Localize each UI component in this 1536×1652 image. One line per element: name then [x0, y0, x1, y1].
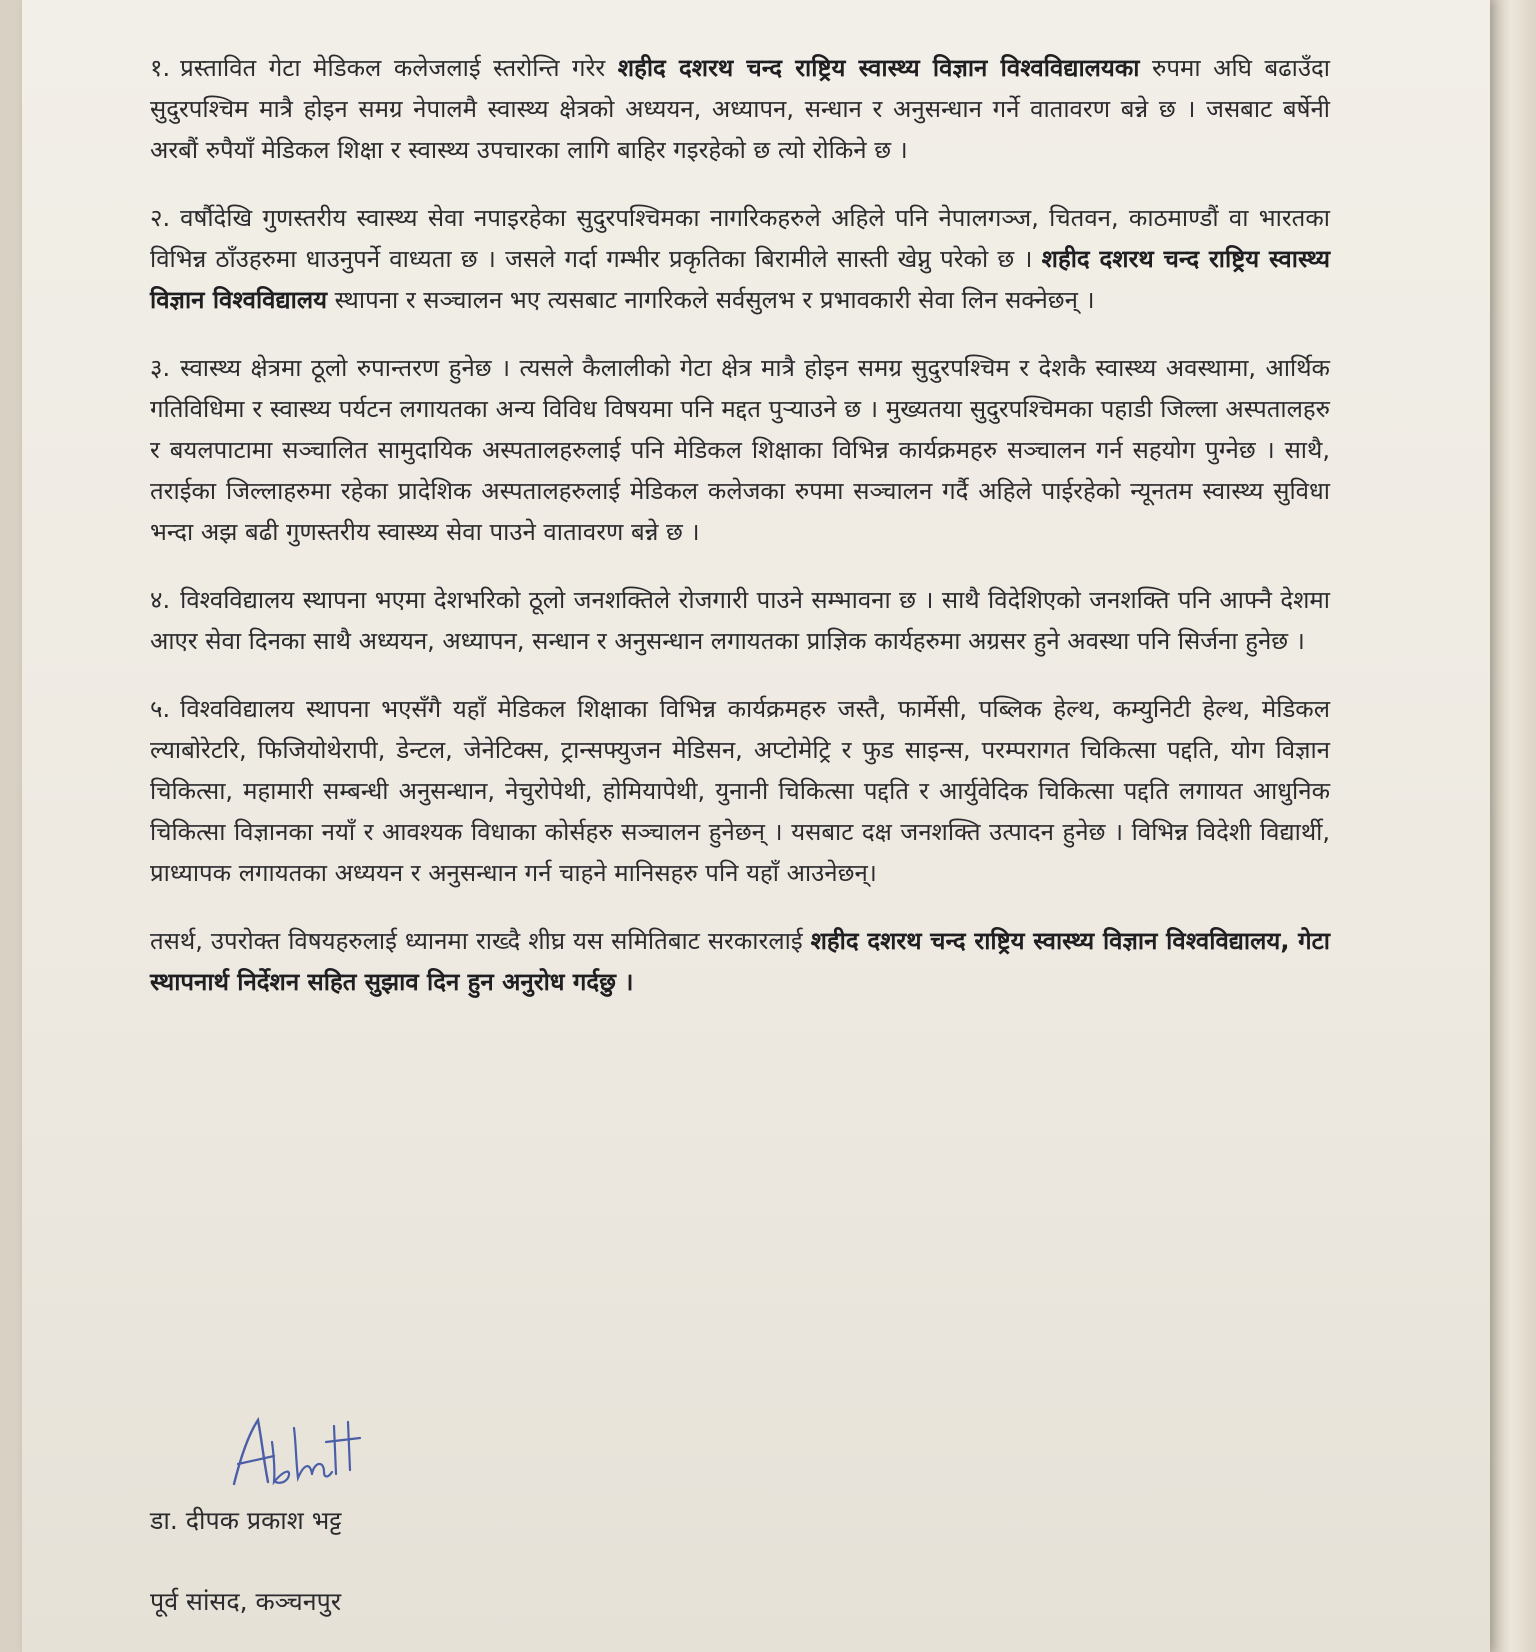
- signatory-title: पूर्व सांसद, कञ्चनपुर: [150, 1587, 342, 1616]
- paragraph-text: स्वास्थ्य क्षेत्रमा ठूलो रुपान्तरण हुनेछ । त्यसले कैलालीको गेटा क्षेत्र मात्रै होइन समग्र सुदुरपश्चिम र देशकै स्वास्थ्य अवस्थामा, आर्थिक गतिविधिमा र स्वास्थ्य पर्यटन लगायतका अन्य विविध विषयमा पनि मद्दत पुऱ्याउने छ । मुख्यतया सुदुरपश्चिमका पहाडी जिल्ला अस्पतालहरु र बयलपाटामा सञ्चालित सामुदायिक अस्पतालहरुलाई पनि मेडिकल शिक्षाका विभिन्न कार्यक्रमहरु सञ्चालन गर्न सहयोग पुग्नेछ । साथै, तराईका जिल्लाहरुमा रहेका प्रादेशिक अस्पतालहरुलाई मेडिकल कलेजका रुपमा सञ्चालन गर्दै अहिले पाईरहेको न्यूनतम स्वास्थ्य सुविधा भन्दा अझ बढी गुणस्तरीय स्वास्थ्य सेवा पाउने वातावरण बन्ने छ ।: [150, 354, 1330, 546]
- paragraph-4: [150, 580, 1330, 662]
- paragraph-1: [150, 48, 1330, 171]
- university-name-bold: शहीद दशरथ चन्द राष्ट्रिय स्वास्थ्य विज्ञान विश्वविद्यालय: [150, 245, 1330, 314]
- paragraph-text: वर्षौदेखि गुणस्तरीय स्वास्थ्य सेवा नपाइरहेका सुदुरपश्चिमका नागरिकहरुले अहिले पनि नेपालगञ्ज, चितवन, काठमाण्डौं वा भारतका विभिन्न ठाँउहरुमा धाउनुपर्ने वाध्यता छ । जसले गर्दा गम्भीर प्रकृतिका बिरामीले सास्ती खेप्नु परेको छ ।: [150, 204, 1330, 273]
- paragraph-text: प्रस्तावित गेटा मेडिकल कलेजलाई स्तरोन्ति गरेर: [180, 54, 618, 82]
- university-name-bold: शहीद दशरथ चन्द राष्ट्रिय स्वास्थ्य विज्ञान विश्वविद्यालयका: [617, 54, 1140, 82]
- paragraph-number: ३.: [150, 354, 171, 382]
- paragraph-5: [150, 689, 1330, 894]
- paragraph-text-continued: रुपमा अघि बढाउँदा सुदुरपश्चिम मात्रै होइन समग्र नेपालमै स्वास्थ्य क्षेत्रको अध्ययन, अध्यापन, सन्धान र अनुसन्धान गर्ने वातावरण बन्ने छ । जसबाट बर्षेनी अरबौं रुपैयाँ मेडिकल शिक्षा र स्वास्थ्य उपचारका लागि बाहिर गइरहेको छ त्यो रोकिने छ ।: [150, 54, 1330, 164]
- adjacent-page-edge: [1490, 0, 1536, 1652]
- paragraph-3: [150, 348, 1330, 553]
- paragraph-text: विश्वविद्यालय स्थापना भएमा देशभरिको ठूलो जनशक्तिले रोजगारी पाउने सम्भावना छ । साथै विदेशिएको जनशक्ति पनि आफ्नै देशमा आएर सेवा दिनका साथै अध्ययन, अध्यापन, सन्धान र अनुसन्धान लगायतका प्राज्ञिक कार्यहरुमा अग्रसर हुने अवस्था पनि सिर्जना हुनेछ ।: [150, 586, 1330, 655]
- closing-request-bold: शहीद दशरथ चन्द राष्ट्रिय स्वास्थ्य विज्ञान विश्वविद्यालय, गेटा स्थापनार्थ निर्देशन सहित सुझाव दिन हुन अनुरोध गर्दछु ।: [150, 927, 1330, 996]
- closing-text: तसर्थ, उपरोक्त विषयहरुलाई ध्यानमा राख्दै शीघ्र यस समितिबाट सरकारलाई: [150, 927, 811, 955]
- paragraph-number: २.: [150, 204, 171, 232]
- signatory-name: डा. दीपक प्रकाश भट्ट: [150, 1506, 342, 1535]
- letter-body: [150, 48, 1330, 1030]
- paragraph-number: ४.: [150, 586, 171, 614]
- paragraph-2: [150, 198, 1330, 321]
- handwritten-signature: [228, 1412, 368, 1492]
- paragraph-number: ५.: [150, 695, 171, 723]
- paragraph-text-continued: स्थापना र सञ्चालन भए त्यसबाट नागरिकले सर्वसुलभ र प्रभावकारी सेवा लिन सक्नेछन् ।: [327, 286, 1095, 314]
- closing-paragraph: [150, 921, 1330, 1003]
- paragraph-number: १.: [150, 54, 171, 82]
- paragraph-text: विश्वविद्यालय स्थापना भएसँगै यहाँ मेडिकल शिक्षाका विभिन्न कार्यक्रमहरु जस्तै, फार्मेसी, पब्लिक हेल्थ, कम्युनिटी हेल्थ, मेडिकल ल्याबोरेटरि, फिजियोथेरापी, डेन्टल, जेनेटिक्स, ट्रान्सफ्युजन मेडिसन, अप्टोमेट्रि र फुड साइन्स, परम्परागत चिकित्सा पद्दति, योग विज्ञान चिकित्सा, महामारी सम्बन्धी अनुसन्धान, नेचुरोपेथी, होमियापेथी, युनानी चिकित्सा पद्दति र आर्युवेदिक चिकित्सा पद्दति लगायत आधुनिक चिकित्सा विज्ञानका नयाँ र आवश्यक विधाका कोर्सहरु सञ्चालन हुनेछन् । यसबाट दक्ष जनशक्ति उत्पादन हुनेछ । विभिन्न विदेशी विद्यार्थी, प्राध्यापक लगायतका अध्ययन र अनुसन्धान गर्न चाहने मानिसहरु पनि यहाँ आउनेछन्।: [150, 695, 1330, 887]
